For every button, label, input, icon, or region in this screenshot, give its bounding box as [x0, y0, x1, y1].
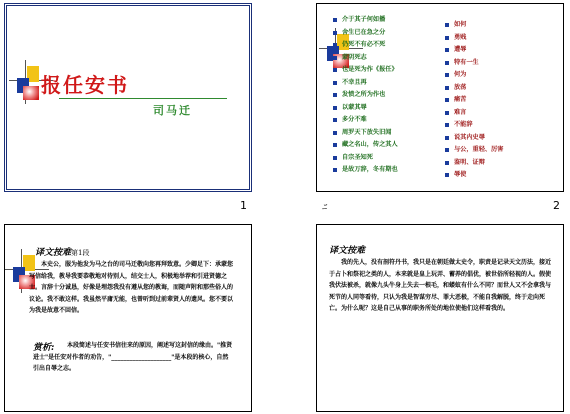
section-heading [35, 245, 89, 258]
vocab-list-right [445, 19, 504, 182]
list-item: 是故万辞，冬有期也 [333, 164, 398, 177]
list-item: 舍生已在急之分 [333, 27, 398, 40]
list-item: 不能辞 [445, 119, 504, 132]
analysis-label: 赏析: [33, 343, 55, 353]
section-heading: 译文按难 [329, 246, 366, 256]
list-item: 痛苦 [445, 94, 504, 107]
slide-title: 报任安书 [41, 73, 129, 97]
list-item: 何为 [445, 69, 504, 82]
list-item: 以蒙其辱 [333, 102, 398, 115]
footer-mark: ﾆ [322, 203, 327, 213]
slide-3-thumbnail[interactable] [4, 224, 252, 412]
translation-paragraph: 本史公，服为他发为马之台的司马迁敬向您再拜致意。少卿足下：承蒙您写信给我，教导我要恭敬地对待别人，结交士人，积极地举荐和引进贤德之士。言辞十分诚恳，好像是埋怨我没有遵从您的教诲，而随声附和那些俗人的议论。我不敢这样。我虽然平庸无能，也曾听到过前辈贤人的遗风。您不要以为我是故意不回信。 [29, 261, 234, 314]
list-item: 自宗圣知死 [333, 152, 398, 165]
page-number-2: 2 [553, 199, 560, 212]
list-item: 不幸且再 [333, 77, 398, 90]
analysis-paragraph: 本段简述与任安书信往来的原因，阐述写这封信的缘由。"推贤进士"是任安对作者的劝告，"____________________"是本段的核心，自然引出自辱之志。 [33, 342, 233, 372]
list-item: 放荡 [445, 82, 504, 95]
list-item: 周罗天下放失旧闻 [333, 127, 398, 140]
heading-text: 译文按难 [35, 248, 72, 258]
list-item: 仍死不有必不死 [333, 39, 398, 52]
list-item: 遭辱 [445, 44, 504, 57]
list-item: 难言 [445, 107, 504, 120]
list-item: 发愤之所为作也 [333, 89, 398, 102]
list-item: 与公，重轻、厉害 [445, 144, 504, 157]
slide-1-thumbnail[interactable] [4, 3, 252, 192]
list-item: 蒙阴死志 [333, 52, 398, 65]
list-item: 特有一生 [445, 57, 504, 70]
slide-2-thumbnail[interactable] [316, 3, 564, 192]
vocab-list-left [333, 14, 398, 177]
title-underline [59, 98, 227, 99]
list-item: 藏之名山，传之其人 [333, 139, 398, 152]
list-item: 也是死为作《报任》 [333, 64, 398, 77]
list-item: 鉴明、证辩 [445, 157, 504, 170]
list-item: 如何 [445, 19, 504, 32]
slide-author: 司马迁 [153, 104, 192, 117]
list-item: 勇贱 [445, 32, 504, 45]
heading-sub: 第1段 [71, 249, 90, 257]
list-item: 介于其子何如播 [333, 14, 398, 27]
translation-paragraph: 我的先人，没有剖符丹书，我只是在朝廷做太史令，职责是记录天文历法，接近于占卜和祭祀之类的人，本来就是皇上玩弄、蓄养的倡优，被世俗所轻视的人。假使我伏法被杀，就像九头牛身上失去一根毛，和蝼蚁有什么不同？而世人又不会拿我与死节的人同等看待，只认为我是智谋穷尽、罪大恶极，不能自我解脱，终于走向死亡。为什么呢？这是自己从事的职务所处的地位使他们这样看我的。 [329, 259, 552, 312]
list-item: 辱使 [445, 169, 504, 182]
slide-4-thumbnail[interactable] [316, 224, 564, 412]
page-number-1: 1 [240, 199, 247, 212]
list-item: 多分不难 [333, 114, 398, 127]
list-item: 说其内史辱 [445, 132, 504, 145]
